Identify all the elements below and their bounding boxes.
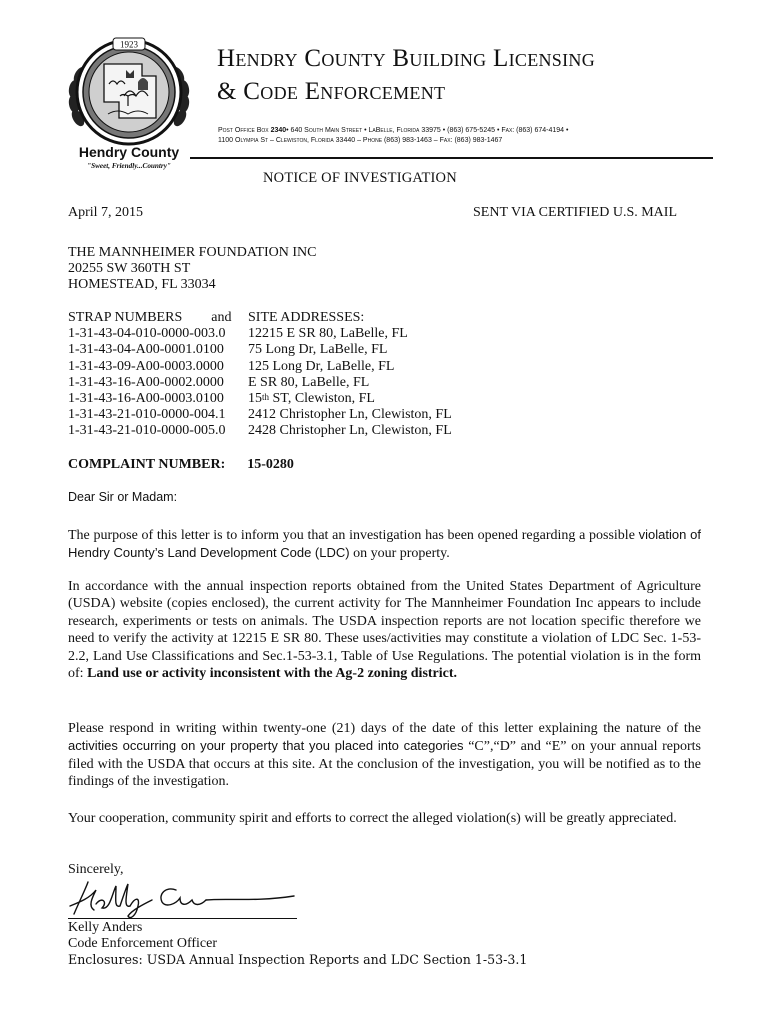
letter-date: April 7, 2015 <box>68 205 144 220</box>
addressee-street: 20255 SW 360TH ST <box>68 261 191 277</box>
notice-title: NOTICE OF INVESTIGATION <box>263 170 457 186</box>
address-line-1-end: • 640 South Main Street • LaBelle, Florida 33975 • (863) 675-5245 • Fax: (863) 674-4194 • <box>286 127 569 134</box>
strap-address-table <box>68 310 452 440</box>
site-address: 75 Long Dr, LaBelle, FL <box>248 342 388 358</box>
header-divider <box>190 157 713 159</box>
paragraph-usda-text: In accordance with the annual inspection reports obtained from the United States Department of Agriculture (USDA) website (copies enclosed), the current activity for The Mannheimer Foundation Inc appears to include research, experiments or tests on animals. The USDA inspection reports are not location specific therefore we need to verify the activity at 12215 E SR 80. These uses/activities may constitute a violation of LDC Sec. 1-53-2.2, Land Use Classifications and Sec.1-53-3.1, Table of Use Regulations. The potential violation is in the form of: <box>68 579 701 682</box>
complaint-number <box>68 457 294 473</box>
po-box-number: 2340 <box>270 127 287 134</box>
paragraph-respond-start: Please respond in writing within twenty-one (21) days of the date of this letter explaining the nature of the <box>68 721 701 736</box>
signer-block <box>68 920 527 969</box>
paragraph-respond <box>68 720 701 791</box>
enclosures: Enclosures: USDA Annual Inspection Reports and LDC Section 1-53-3.1 <box>68 952 528 968</box>
strap-header-cell <box>68 310 248 326</box>
potential-violation: Land use or activity inconsistent with the Ag-2 zoning district. <box>87 666 458 682</box>
ordinal-suffix: th <box>262 392 270 403</box>
signer-title: Code Enforcement Officer <box>68 936 218 952</box>
site-address: 2428 Christopher Ln, Clewiston, FL <box>248 423 452 439</box>
paragraph-purpose <box>68 526 701 563</box>
strap-header-and: and <box>211 310 232 325</box>
strap-number: 1-31-43-16-A00-0002.0000 <box>68 374 224 390</box>
paragraph-respond-end: “C”,“D” and “E” on your annual reports filed with the USDA that occurs at this site. At the conclusion of the investigation, you will be notified as to the findings of the investigation. <box>68 739 702 790</box>
paragraph-cooperation: Your cooperation, community spirit and efforts to correct the alleged violation(s) will be greatly appreciated. <box>68 811 677 826</box>
site-address: E SR 80, LaBelle, FL <box>248 374 370 390</box>
paragraph-purpose-end: on your property. <box>349 546 450 562</box>
delivery-method: SENT VIA CERTIFIED U.S. MAIL <box>473 205 677 220</box>
addressee-block <box>68 245 317 294</box>
strap-number: 1-31-43-21-010-0000-004.1 <box>68 407 226 423</box>
handwritten-signature <box>66 876 306 922</box>
salutation: Dear Sir or Madam: <box>68 490 178 504</box>
site-address: 125 Long Dr, LaBelle, FL <box>248 358 395 374</box>
table-row <box>68 391 452 407</box>
address-line-1-start: Post Office Box <box>218 127 271 134</box>
paragraph-purpose-ldc: violation of Hendry County’s Land Development Code (LDC) <box>68 527 701 561</box>
paragraph-usda <box>68 578 701 682</box>
site-address-header: SITE ADDRESSES: <box>248 310 365 325</box>
address-line-1 <box>218 126 698 136</box>
strap-number: 1-31-43-16-A00-0003.0100 <box>68 391 224 407</box>
organization-title <box>217 42 737 108</box>
strap-number: 1-31-43-04-010-0000-003.0 <box>68 326 226 342</box>
svg-text:"Sweet, Friendly...Country": "Sweet, Friendly...Country" <box>87 162 171 170</box>
table-row <box>68 423 452 439</box>
strap-number: 1-31-43-21-010-0000-005.0 <box>68 423 226 439</box>
paragraph-respond-mid: activities occurring on your property that you placed into categories <box>68 738 464 754</box>
site-address-number: 15 <box>248 391 262 407</box>
paragraph-purpose-text: The purpose of this letter is to inform you that an investigation has been opened regarding a possible <box>68 528 635 543</box>
table-row <box>68 342 452 358</box>
site-address <box>248 391 375 407</box>
svg-text:1923: 1923 <box>120 39 138 50</box>
strap-number: 1-31-43-09-A00-0003.0000 <box>68 358 224 374</box>
signer-name: Kelly Anders <box>68 920 143 935</box>
table-row <box>68 375 452 391</box>
complaint-value: 15-0280 <box>247 457 294 472</box>
svg-text:Hendry County: Hendry County <box>78 144 180 160</box>
table-row <box>68 359 452 375</box>
address-line-2: 1100 Olympia St – Clewiston, Florida 33440 – Phone (863) 983-1463 – Fax: (863) 983-1467 <box>218 137 503 144</box>
organization-title-line1: Hendry County Building Licensing <box>217 45 595 72</box>
addressee-name: THE MANNHEIMER FOUNDATION INC <box>68 245 317 260</box>
table-row <box>68 407 452 423</box>
site-address-rest: ST, Clewiston, FL <box>269 391 375 407</box>
hendry-county-seal-logo <box>64 26 194 176</box>
strap-table-header <box>68 310 452 326</box>
organization-address <box>218 126 698 146</box>
signature-line <box>68 918 297 919</box>
closing: Sincerely, <box>68 862 124 877</box>
complaint-label: COMPLAINT NUMBER: <box>68 457 226 472</box>
organization-title-line2: & Code Enforcement <box>217 78 446 105</box>
strap-number: 1-31-43-04-A00-0001.0100 <box>68 342 224 358</box>
site-address: 2412 Christopher Ln, Clewiston, FL <box>248 407 452 423</box>
site-address: 12215 E SR 80, LaBelle, FL <box>248 326 408 342</box>
strap-header-label: STRAP NUMBERS <box>68 310 183 325</box>
addressee-city: HOMESTEAD, FL 33034 <box>68 277 216 293</box>
table-row <box>68 326 452 342</box>
